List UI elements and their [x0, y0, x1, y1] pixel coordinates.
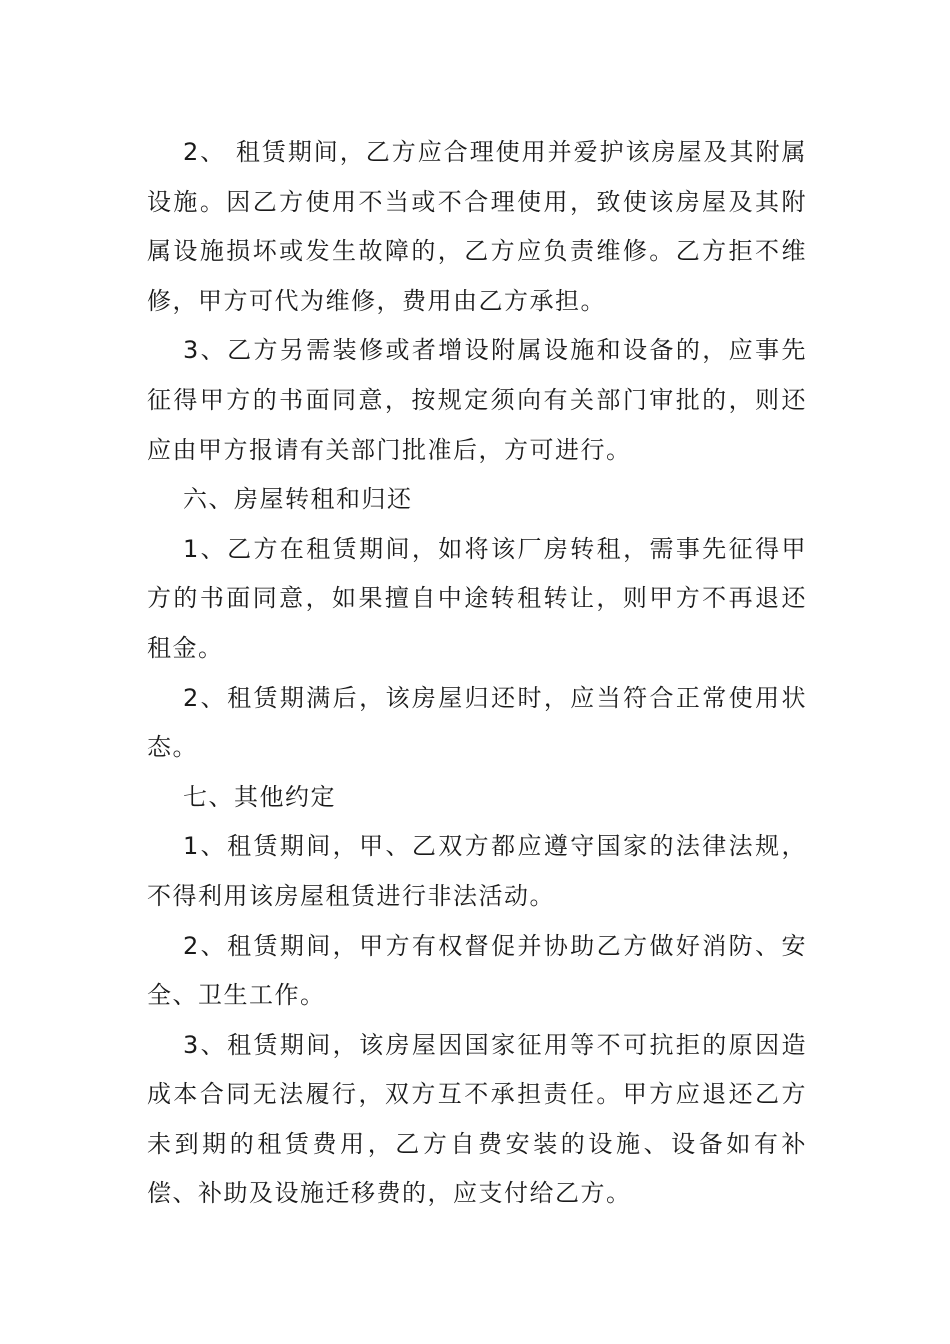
- document-body: [147, 128, 807, 1219]
- clause-paragraph: 3、乙方另需装修或者增设附属设施和设备的，应事先征得甲方的书面同意，按规定须向有关部门审批的，则还应由甲方报请有关部门批准后，方可进行。: [147, 336, 807, 464]
- clause-paragraph: 2、租赁期满后，该房屋归还时，应当符合正常使用状态。: [147, 683, 807, 762]
- clause-paragraph: 1、租赁期间，甲、乙双方都应遵守国家的法律法规，不得利用该房屋租赁进行非法活动。: [147, 832, 807, 910]
- clause-paragraph: 3、租赁期间，该房屋因国家征用等不可抗拒的原因造成本合同无法履行，双方互不承担责任。甲方应退还乙方未到期的租赁费用，乙方自费安装的设施、设备如有补偿、补助及设施迁移费的，应支付给乙方。: [147, 1030, 807, 1208]
- clause-paragraph: 1、乙方在租赁期间，如将该厂房转租，需事先征得甲方的书面同意，如果擅自中途转租转让，则甲方不再退还租金。: [147, 534, 807, 662]
- clause-paragraph: 2、 租赁期间，乙方应合理使用并爱护该房屋及其附属设施。因乙方使用不当或不合理使用，致使该房屋及其附属设施损坏或发生故障的，乙方应负责维修。乙方拒不维修，甲方可代为维修，费用由乙方承担。: [147, 138, 807, 315]
- section-heading: 七、其他约定: [183, 782, 336, 811]
- section-heading: 六、房屋转租和归还: [183, 485, 413, 514]
- clause-paragraph: 2、租赁期间，甲方有权督促并协助乙方做好消防、安全、卫生工作。: [147, 931, 807, 1010]
